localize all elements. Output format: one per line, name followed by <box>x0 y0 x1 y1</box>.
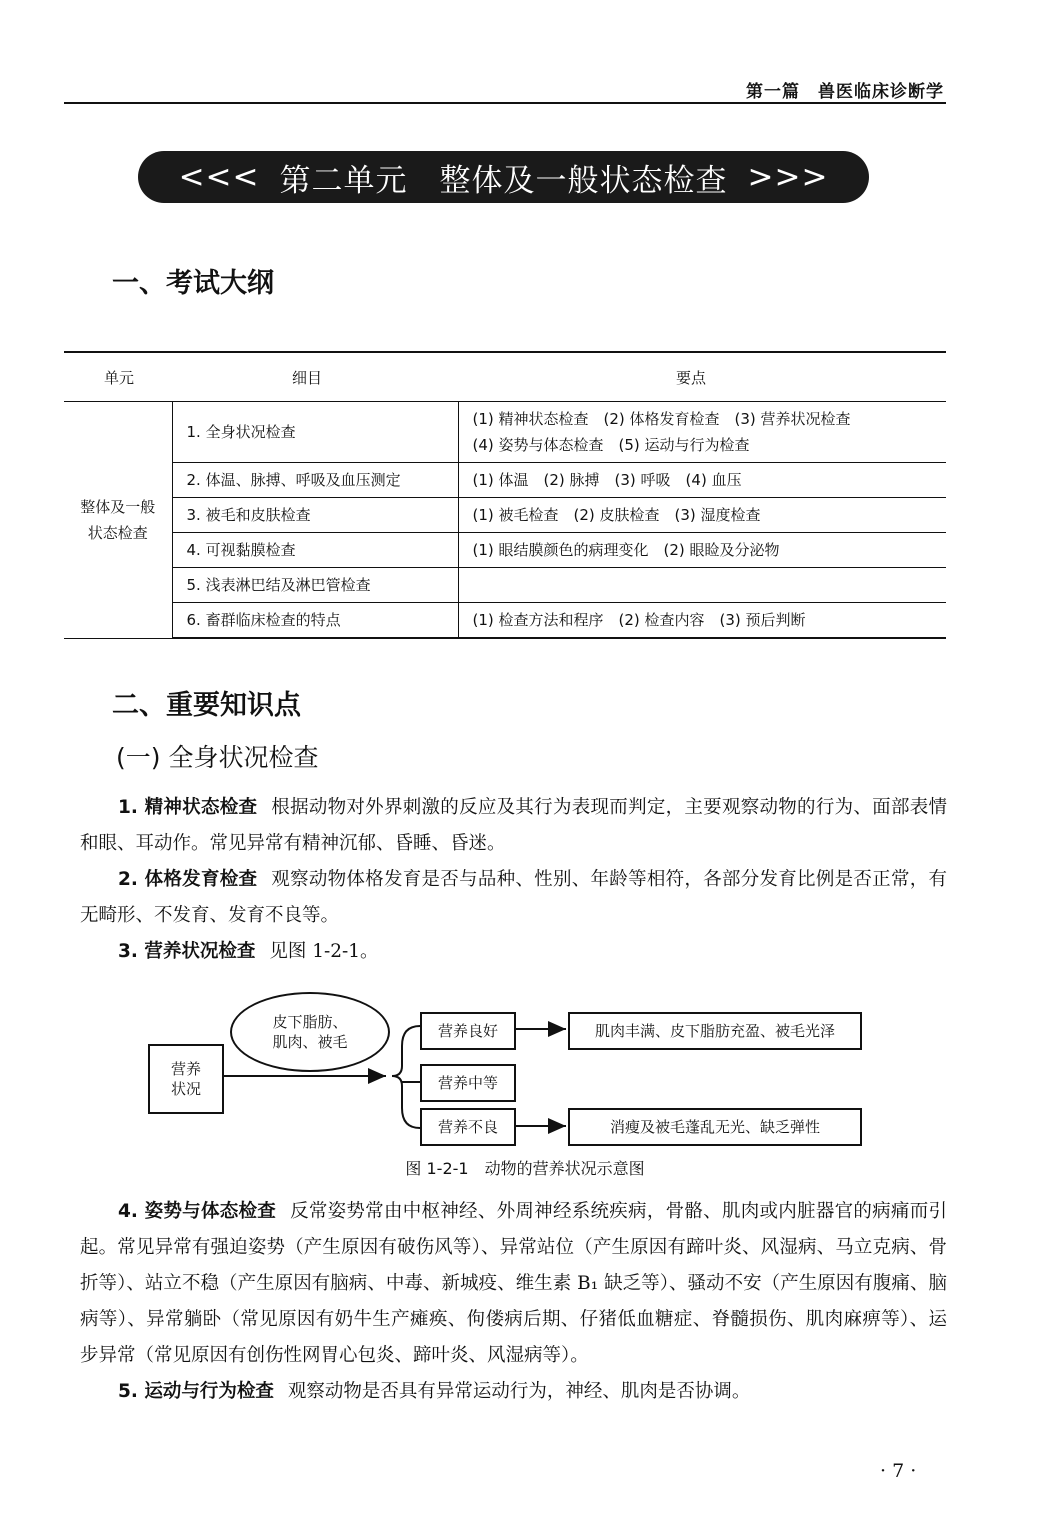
syllabus-table <box>64 351 946 639</box>
page-number: · 7 · <box>880 1460 917 1482</box>
table-row <box>64 568 946 603</box>
points-cell: (1) 被毛检查 (2) 皮肤检查 (3) 湿度检查 <box>458 498 946 533</box>
ellipse-factors: 皮下脂肪、 肌肉、被毛 <box>230 992 390 1072</box>
banner-right-chevrons: >>> <box>747 159 829 195</box>
box-nutrition-status: 营养 状况 <box>148 1044 224 1114</box>
table-row <box>64 498 946 533</box>
box-poor-result: 消瘦及被毛蓬乱无光、缺乏弹性 <box>568 1108 862 1146</box>
paragraph-text: 见图 1-2-1。 <box>269 941 379 962</box>
paragraph-label: 2. 体格发育检查 <box>118 869 258 890</box>
unit-cell: 整体及一般 状态检查 <box>64 402 172 639</box>
section-title-key-points: 二、重要知识点 <box>112 690 301 721</box>
header-detail: 细目 <box>172 352 458 402</box>
paragraph-text: 观察动物体格发育是否与品种、性别、年龄等相符，各部分发育比例是否正常，有无畸形、不发育、发育不良等。 <box>80 869 948 926</box>
paragraph-label: 4. 姿势与体态检查 <box>118 1201 277 1222</box>
paragraph-text: 根据动物对外界刺激的反应及其行为表现而判定，主要观察动物的行为、面部表情和眼、耳动作。常见异常有精神沉郁、昏睡、昏迷。 <box>80 797 948 854</box>
table-row <box>64 463 946 498</box>
points-cell: (1) 体温 (2) 脉搏 (3) 呼吸 (4) 血压 <box>458 463 946 498</box>
paragraph-group-2 <box>80 1194 947 1410</box>
table-row <box>64 533 946 568</box>
header-rule <box>64 102 946 104</box>
figure-caption: 图 1-2-1 动物的营养状况示意图 <box>405 1159 645 1178</box>
paragraph-text: 观察动物是否具有异常运动行为，神经、肌肉是否协调。 <box>287 1381 751 1402</box>
box-good: 营养良好 <box>420 1012 516 1050</box>
section-title-syllabus: 一、考试大纲 <box>112 268 274 299</box>
banner-title: 第二单元 整体及一般状态检查 <box>279 162 728 199</box>
banner-left-chevrons: <<< <box>178 159 260 195</box>
points-cell: (1) 眼结膜颜色的病理变化 (2) 眼睑及分泌物 <box>458 533 946 568</box>
header-points: 要点 <box>458 352 946 402</box>
unit-banner <box>138 151 869 203</box>
paragraph <box>80 790 947 862</box>
subsection-title: (一) 全身状况检查 <box>116 743 319 772</box>
table-header-row <box>64 352 946 402</box>
paragraph-label: 3. 营养状况检查 <box>118 941 256 962</box>
detail-cell: 2. 体温、脉搏、呼吸及血压测定 <box>172 463 458 498</box>
detail-cell: 3. 被毛和皮肤检查 <box>172 498 458 533</box>
paragraph <box>80 1194 947 1374</box>
paragraph <box>80 1374 947 1410</box>
paragraph-group-1 <box>80 790 947 970</box>
paragraph-label: 1. 精神状态检查 <box>118 797 258 818</box>
nutrition-diagram <box>148 992 868 1152</box>
points-cell <box>458 568 946 603</box>
paragraph <box>80 934 947 970</box>
points-cell: (1) 精神状态检查 (2) 体格发育检查 (3) 营养状况检查 (4) 姿势与体态检查 (5) 运动与行为检查 <box>458 402 946 463</box>
running-header-title: 第一篇 兽医临床诊断学 <box>746 82 944 102</box>
header-unit: 单元 <box>64 352 172 402</box>
table-row <box>64 402 946 463</box>
box-medium: 营养中等 <box>420 1064 516 1102</box>
paragraph-label: 5. 运动与行为检查 <box>118 1381 274 1402</box>
box-poor: 营养不良 <box>420 1108 516 1146</box>
detail-cell: 1. 全身状况检查 <box>172 402 458 463</box>
points-cell: (1) 检查方法和程序 (2) 检查内容 (3) 预后判断 <box>458 603 946 639</box>
brace-connector <box>392 1026 420 1128</box>
detail-cell: 4. 可视黏膜检查 <box>172 533 458 568</box>
detail-cell: 6. 畜群临床检查的特点 <box>172 603 458 639</box>
paragraph-text: 反常姿势常由中枢神经、外周神经系统疾病，骨骼、肌肉或内脏器官的病痛而引起。常见异常有强迫姿势（产生原因有破伤风等）、异常站位（产生原因有蹄叶炎、风湿病、马立克病、骨折等）、站立不稳（产生原因有脑病、中毒、新城疫、维生素 B₁ 缺乏等）、骚动不安（产生原因有腹痛、脑病等）、异常躺卧（常见原因有奶牛生产瘫痪、佝偻病后期、仔猪低血糖症、脊髓损伤、肌肉麻痹等）、运步异常（常见原因有创伤性网胃心包炎、蹄叶炎、风湿病等）。 <box>80 1201 947 1366</box>
table-row <box>64 603 946 639</box>
paragraph <box>80 862 947 934</box>
box-good-result: 肌肉丰满、皮下脂肪充盈、被毛光泽 <box>568 1012 862 1050</box>
detail-cell: 5. 浅表淋巴结及淋巴管检查 <box>172 568 458 603</box>
